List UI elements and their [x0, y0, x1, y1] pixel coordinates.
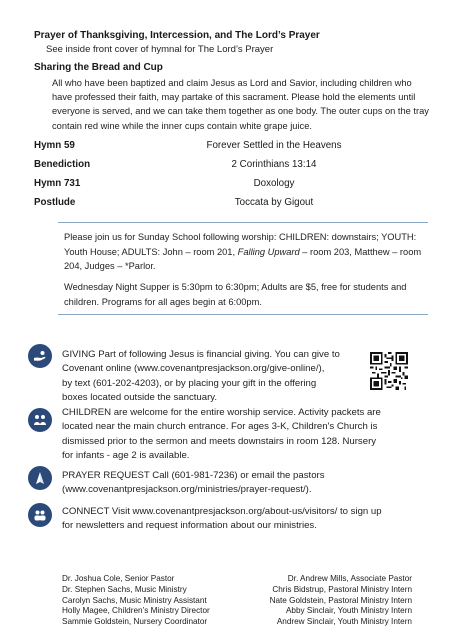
praying-hands-icon — [28, 466, 52, 490]
order-label: Postlude — [34, 197, 76, 208]
staff-member: Dr. Andrew Mills, Associate Pastor — [287, 574, 412, 583]
staff-member: Sammie Goldstein, Nursery Coordinator — [62, 617, 208, 627]
sharing-paragraph: All who have been baptized and claim Jesus as Lord and Savior, including children who have professed their faith, may partake of this sacrament. Please hold the elements until everyone is served, and we can take them together as one body. The outer cups on the tray contain red wine while the inner cups contain white grape juice. — [52, 78, 429, 131]
sunday-school-text-end: – room 203, Matthew – room 204, Judges – *Parlor. — [64, 246, 422, 271]
info-line: CONNECT Visit www.covenantpresjackson.org/about-us/visitors/ to sign up — [62, 506, 382, 517]
order-value: Forever Settled in the Heavens — [206, 140, 342, 151]
order-value: 2 Corinthians 13:14 — [231, 159, 317, 170]
sunday-school-text-start: Please join us for Sunday School following worship: CHILDREN: downstairs; YOUTH: Youth House; ADULTS: John – room 201, — [64, 232, 417, 257]
info-line: boxes located outside the sanctuary. — [62, 392, 218, 404]
sunday-school-text — [64, 230, 426, 274]
supper-notice — [64, 280, 426, 309]
qr-code[interactable] — [370, 352, 408, 390]
class-title: Falling Upward — [237, 246, 300, 257]
info-line: (www.covenantpresjackson.org/ministries/prayer-request/). — [62, 484, 312, 496]
order-row — [34, 197, 424, 211]
info-line: Covenant online (www.covenantpresjackson.org/give-online/), — [62, 363, 325, 375]
prayer-note: See inside front cover of hymnal for The Lord’s Prayer — [46, 44, 274, 55]
prayer-title: Prayer of Thanksgiving, Intercession, and The Lord’s Prayer — [34, 30, 320, 41]
order-label: Benediction — [34, 159, 91, 170]
divider-bottom — [58, 314, 428, 315]
order-row — [34, 140, 424, 154]
staff-member: Carolyn Sachs, Music Ministry Assistant — [62, 595, 207, 605]
staff-member: Abby Sinclair, Youth Ministry Intern — [285, 606, 412, 616]
children-glyph — [32, 412, 48, 428]
staff-member: Dr. Joshua Cole, Senior Pastor — [62, 574, 175, 583]
connect-info — [62, 505, 382, 534]
order-row — [34, 178, 424, 192]
children-info — [62, 406, 381, 464]
info-line: CHILDREN are welcome for the entire worship service. Activity packets are — [62, 407, 381, 418]
order-label: Hymn 731 — [34, 178, 81, 189]
info-line: by text (601-202-4203), or by placing your gift in the offering — [62, 377, 317, 389]
staff-member: Dr. Stephen Sachs, Music Ministry — [62, 584, 187, 594]
children-icon — [28, 408, 52, 432]
info-line: for newsletters and request information about our ministries. — [62, 520, 317, 532]
sunday-school-notice — [64, 230, 426, 274]
giving-hand-icon — [28, 344, 52, 368]
staff-member: Andrew Sinclair, Youth Ministry Intern — [276, 617, 412, 627]
info-line: located near the main church entrance. For ages 3-K, Children's Church is — [62, 421, 378, 433]
giving-info — [62, 348, 340, 406]
staff-list-right — [232, 574, 412, 628]
prayer-request-info — [62, 469, 325, 498]
info-line: GIVING Part of following Jesus is financial giving. You can give to — [62, 349, 340, 360]
praying-hands-glyph — [32, 470, 48, 486]
sharing-title: Sharing the Bread and Cup — [34, 62, 163, 73]
order-value: Toccata by Gigout — [234, 197, 314, 208]
order-row — [34, 159, 424, 173]
info-line: dismissed prior to the sermon and meets downstairs in room 128. Nursery — [62, 435, 377, 447]
divider-top — [58, 222, 428, 223]
info-line: for infants - age 2 is available. — [62, 450, 190, 462]
staff-member: Chris Bidstrup, Pastoral Ministry Intern — [272, 584, 412, 594]
order-label: Hymn 59 — [34, 140, 75, 151]
staff-list-left — [62, 574, 210, 628]
staff-member: Nate Goldstein, Pastoral Ministry Intern — [269, 595, 412, 605]
staff-member: Holly Magee, Children’s Ministry Director — [62, 606, 210, 616]
info-line: PRAYER REQUEST Call (601-981-7236) or email the pastors — [62, 470, 325, 481]
supper-text: Wednesday Night Supper is 5:30pm to 6:30pm; Adults are $5, free for students and children. Programs for all ages begin at 6:00pm. — [64, 282, 407, 307]
sharing-text — [52, 76, 434, 133]
order-value: Doxology — [253, 178, 295, 189]
giving-hand-glyph — [32, 348, 48, 364]
people-icon — [28, 503, 52, 527]
people-glyph — [32, 507, 48, 523]
